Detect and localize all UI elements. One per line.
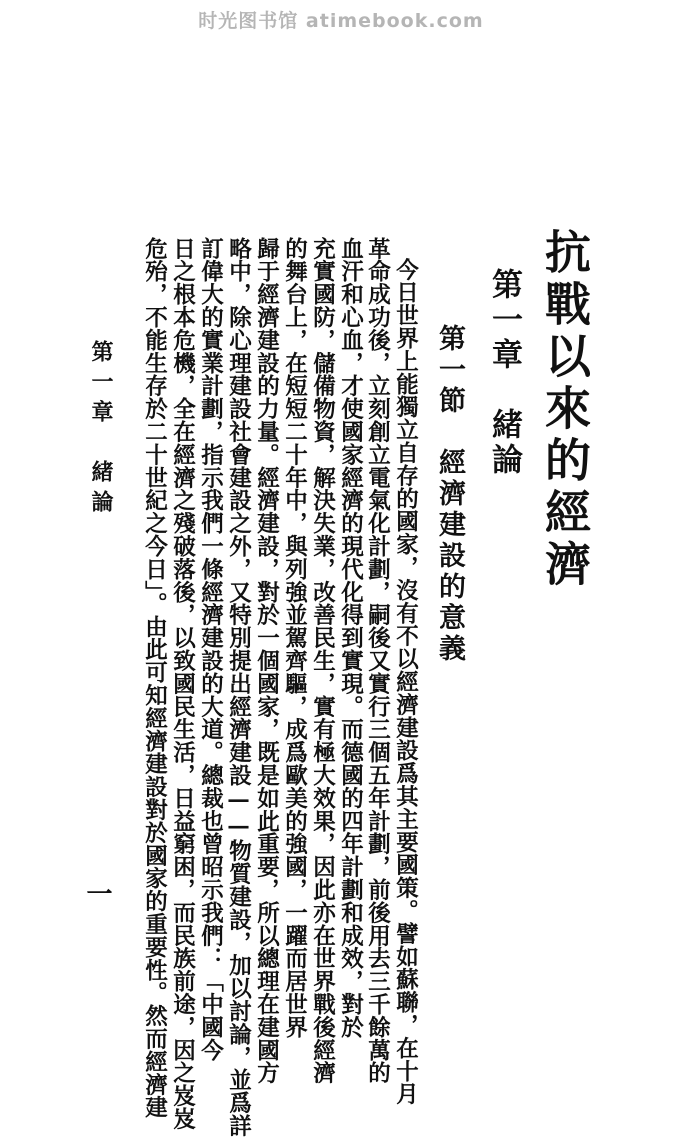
body-line-8: 訂偉大的實業計劃，指示我們一條經濟建設的大道。總裁也曾昭示我們：「中國今 — [197, 237, 224, 1062]
body-line-10: 危殆，不能生存於二十世紀之今日」。由此可知經濟建設對於國家的重要性。然而經濟建 — [141, 237, 168, 1119]
chapter-heading: 第一章 緒論 — [486, 268, 522, 478]
watermark: 时光图书馆 atimebook.com — [198, 10, 484, 32]
body-line-4: 充實國防，儲備物資，解決失業，改善民生，實有極大效果，因此亦在世界戰後經濟 — [309, 237, 336, 1085]
body-line-7: 略中，除心理建設社會建設之外，又特別提出經濟建設——物質建設，加以討論，並爲詳 — [225, 237, 252, 1137]
body-line-9: 日之根本危機，全在經濟之殘破落後，以致國民生活，日益窮困，而民族前途，因之岌岌 — [169, 237, 196, 1131]
body-line-5: 的舞台上，在短短二十年中，與列強並駕齊驅，成爲歐美的強國，一躍而居世界 — [281, 237, 308, 1039]
page-footer: 第一章 緒論 — [88, 340, 114, 520]
body-line-2: 革命成功後，立刻創立電氣化計劃，嗣後又實行三個五年計劃，前後用去三千餘萬的 — [364, 237, 391, 1085]
body-line-1: 今日世界上能獨立自存的國家，沒有不以經濟建設爲其主要國策。譬如蘇聯，在十月 — [392, 258, 419, 1106]
body-line-6: 歸于經濟建設的力量。經濟建設，對於一個國家，既是如此重要，所以總理在建國方 — [253, 237, 280, 1085]
body-line-3: 血汗和心血，才使國家經濟的現代化得到實現。而德國的四年計劃和成效，對於 — [337, 237, 364, 1039]
book-title: 抗戰以來的經濟 — [538, 228, 592, 592]
page-number: 一 — [82, 880, 112, 906]
section-heading: 第一節 經濟建設的意義 — [434, 324, 465, 665]
